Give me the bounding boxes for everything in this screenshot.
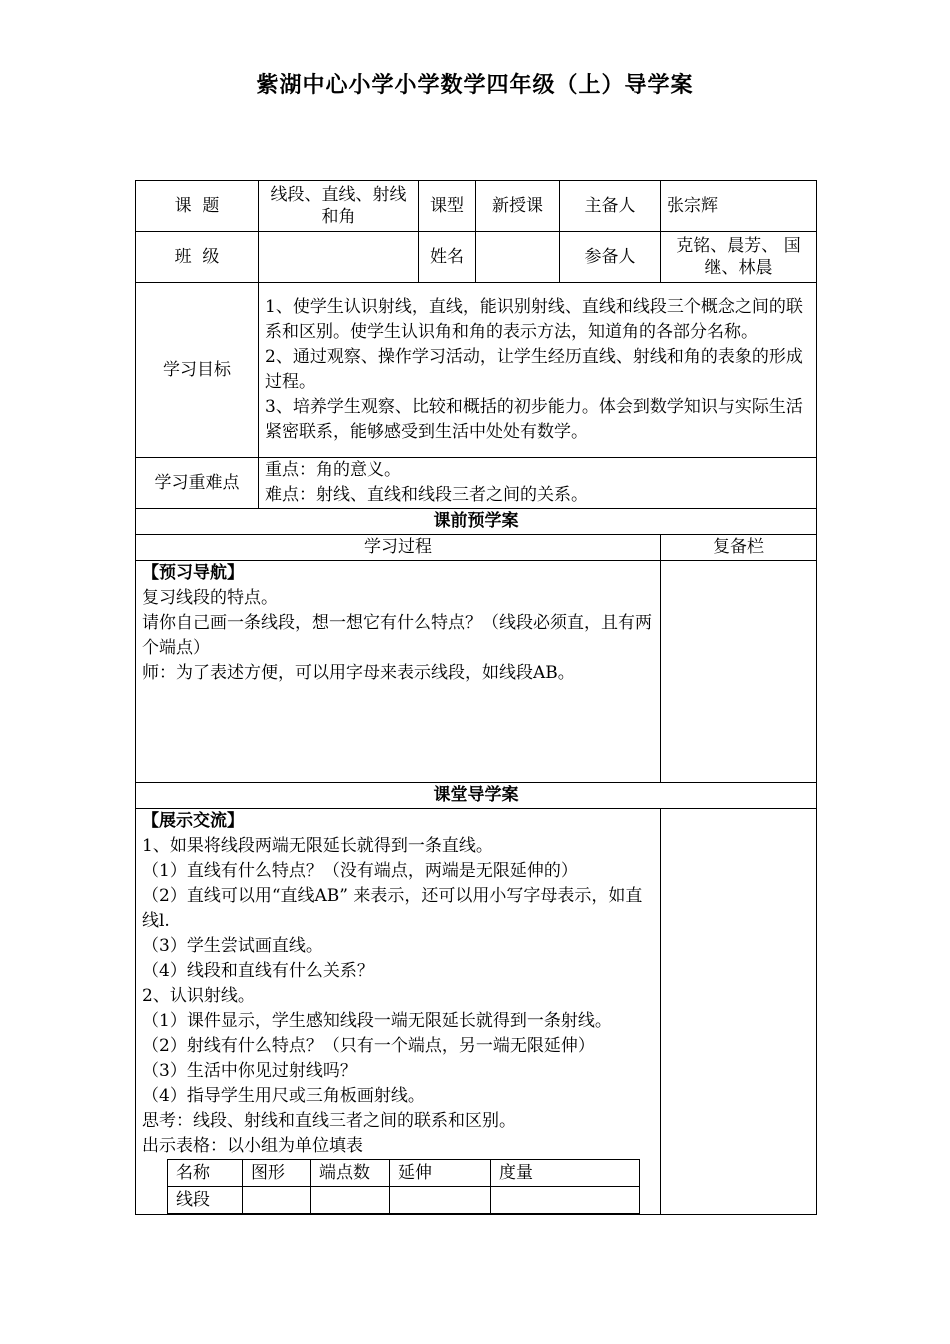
- header-cell: 度量: [491, 1160, 640, 1187]
- preview-line: 复习线段的特点。: [142, 588, 278, 608]
- classroom-content: [136, 809, 661, 1215]
- table-cell: [243, 1187, 311, 1214]
- classroom-section-title: 课堂导学案: [136, 783, 817, 809]
- table-cell: [390, 1187, 491, 1214]
- classroom-line: （2）直线可以用“直线AB” 来表示，还可以用小写字母表示，如直线l.: [142, 886, 643, 931]
- header-cell: 端点数: [311, 1160, 390, 1187]
- process-header-row: [136, 535, 817, 561]
- topic-value: 线段、直线、射线和角: [259, 181, 419, 232]
- lead-value: 张宗辉: [661, 181, 817, 232]
- table-row: [168, 1187, 640, 1214]
- preview-notes-cell: [661, 561, 817, 783]
- classroom-notes-cell: [661, 809, 817, 1215]
- classroom-line: （4）指导学生用尺或三角板画射线。: [142, 1086, 425, 1106]
- keypoints-content: [259, 458, 817, 509]
- page-title: 紫湖中心小学小学数学四年级（上）导学案: [256, 73, 694, 98]
- classroom-section-row: [136, 783, 817, 809]
- info-row-topic: [136, 181, 817, 232]
- classroom-line: （3）生活中你见过射线吗？: [142, 1061, 357, 1081]
- table-cell: 线段: [168, 1187, 243, 1214]
- goals-content: [259, 283, 817, 458]
- preview-heading: 【预习导航】: [142, 563, 244, 583]
- header-cell: 名称: [168, 1160, 243, 1187]
- preview-section-title: 课前预学案: [136, 509, 817, 535]
- preview-content: [136, 561, 661, 783]
- notes-header: 复备栏: [661, 535, 817, 561]
- preview-section-row: [136, 509, 817, 535]
- table-cell: [491, 1187, 640, 1214]
- keypoints-row: [136, 458, 817, 509]
- lesson-plan-table: [135, 180, 817, 1215]
- name-label: 姓名: [419, 232, 476, 283]
- members-value: 克铭、晨芳、 国继、林晨: [661, 232, 817, 283]
- lead-label: 主备人: [560, 181, 661, 232]
- classroom-line: 出示表格：以小组为单位填表: [142, 1136, 363, 1156]
- preview-line: 师：为了表述方便，可以用字母来表示线段，如线段AB。: [142, 663, 575, 683]
- type-label: 课型: [419, 181, 476, 232]
- classroom-line: （1）课件显示，学生感知线段一端无限延长就得到一条射线。: [142, 1011, 612, 1031]
- header-cell: 延伸: [390, 1160, 491, 1187]
- class-label: 班 级: [136, 232, 259, 283]
- topic-label: 课 题: [136, 181, 259, 232]
- members-label: 参备人: [560, 232, 661, 283]
- keypoint-item: 重点：角的意义。: [265, 460, 401, 480]
- goals-row: [136, 283, 817, 458]
- table-cell: [311, 1187, 390, 1214]
- header-cell: 图形: [243, 1160, 311, 1187]
- classroom-line: （1）直线有什么特点？（没有端点，两端是无限延伸的）: [142, 861, 578, 881]
- type-value: 新授课: [476, 181, 560, 232]
- classroom-content-row: [136, 809, 817, 1215]
- classroom-line: 1、如果将线段两端无限延长就得到一条直线。: [142, 836, 493, 856]
- goal-item: 2、通过观察、操作学习活动，让学生经历直线、射线和角的表象的形成过程。: [265, 347, 803, 392]
- preview-line: 请你自己画一条线段，想一想它有什么特点？（线段必须直，且有两个端点）: [142, 613, 652, 658]
- keypoint-item: 难点：射线、直线和线段三者之间的关系。: [265, 485, 588, 505]
- keypoints-label: 学习重难点: [136, 458, 259, 509]
- preview-content-row: [136, 561, 817, 783]
- process-header: 学习过程: [136, 535, 661, 561]
- comparison-table-header: [168, 1160, 640, 1187]
- classroom-line: （4）线段和直线有什么关系？: [142, 961, 374, 981]
- comparison-table: [167, 1159, 640, 1214]
- class-value: [259, 232, 419, 283]
- classroom-line: 思考：线段、射线和直线三者之间的联系和区别。: [142, 1111, 516, 1131]
- classroom-heading: 【展示交流】: [142, 811, 244, 831]
- classroom-line: （2）射线有什么特点？（只有一个端点，另一端无限延伸）: [142, 1036, 595, 1056]
- classroom-line: 2、认识射线。: [142, 986, 255, 1006]
- name-value: [476, 232, 560, 283]
- info-row-class: [136, 232, 817, 283]
- goals-label: 学习目标: [136, 283, 259, 458]
- classroom-line: （3）学生尝试画直线。: [142, 936, 323, 956]
- goal-item: 3、培养学生观察、比较和概括的初步能力。体会到数学知识与实际生活紧密联系，能够感受到生活中处处有数学。: [265, 397, 803, 442]
- goal-item: 1、使学生认识射线，直线，能识别射线、直线和线段三个概念之间的联系和区别。使学生认识角和角的表示方法，知道角的各部分名称。: [265, 297, 803, 342]
